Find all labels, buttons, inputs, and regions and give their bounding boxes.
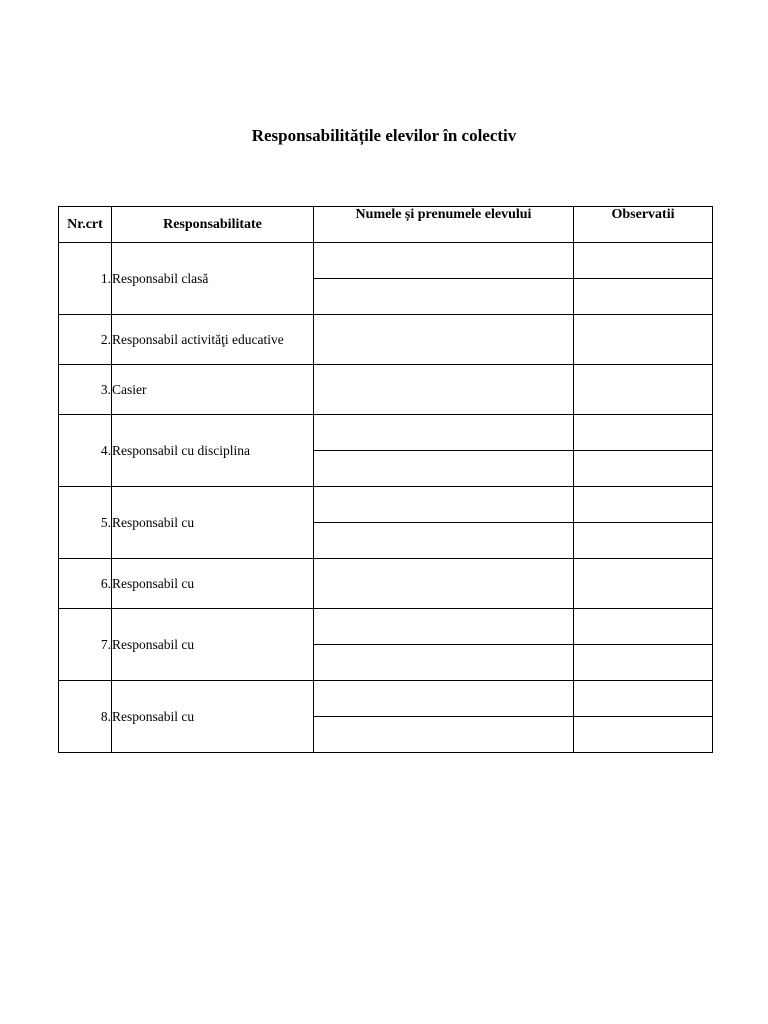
row-responsibility: Responsabil activităţi educative [112,315,314,365]
observations-cell[interactable] [574,451,713,487]
header-nume-prenume: Numele și prenumele elevului [314,207,574,243]
name-cell[interactable] [314,243,574,279]
observations-cell[interactable] [574,681,713,717]
row-number: 1. [59,243,112,315]
row-number: 4. [59,415,112,487]
row-number: 3. [59,365,112,415]
observations-cell[interactable] [574,243,713,279]
name-cell[interactable] [314,451,574,487]
name-cell[interactable] [314,279,574,315]
row-responsibility: Casier [112,365,314,415]
responsibilities-table [58,206,713,753]
table-row [59,609,713,645]
header-responsabilitate: Responsabilitate [112,207,314,243]
observations-cell[interactable] [574,365,713,415]
row-number: 8. [59,681,112,753]
row-number: 2. [59,315,112,365]
header-observatii: Observatii [574,207,713,243]
table-row [59,315,713,365]
row-responsibility: Responsabil cu [112,559,314,609]
observations-cell[interactable] [574,315,713,365]
name-cell[interactable] [314,609,574,645]
table-row [59,415,713,451]
table-row [59,681,713,717]
row-responsibility: Responsabil clasă [112,243,314,315]
row-number: 5. [59,487,112,559]
observations-cell[interactable] [574,645,713,681]
name-cell[interactable] [314,315,574,365]
name-cell[interactable] [314,559,574,609]
observations-cell[interactable] [574,279,713,315]
row-responsibility: Responsabil cu [112,487,314,559]
name-cell[interactable] [314,365,574,415]
observations-cell[interactable] [574,609,713,645]
name-cell[interactable] [314,523,574,559]
row-responsibility: Responsabil cu [112,609,314,681]
name-cell[interactable] [314,717,574,753]
observations-cell[interactable] [574,559,713,609]
table-header-row [59,207,713,243]
name-cell[interactable] [314,487,574,523]
name-cell[interactable] [314,645,574,681]
table-row [59,559,713,609]
row-number: 6. [59,559,112,609]
observations-cell[interactable] [574,415,713,451]
header-nr-crt: Nr.crt [59,207,112,243]
document-title: Responsabilitățile elevilor în colectiv [251,126,517,145]
observations-cell[interactable] [574,523,713,559]
table-body [59,243,713,753]
row-number: 7. [59,609,112,681]
observations-cell[interactable] [574,487,713,523]
name-cell[interactable] [314,415,574,451]
table-row [59,487,713,523]
observations-cell[interactable] [574,717,713,753]
table-row [59,365,713,415]
name-cell[interactable] [314,681,574,717]
row-responsibility: Responsabil cu disciplina [112,415,314,487]
row-responsibility: Responsabil cu [112,681,314,753]
table-row [59,243,713,279]
